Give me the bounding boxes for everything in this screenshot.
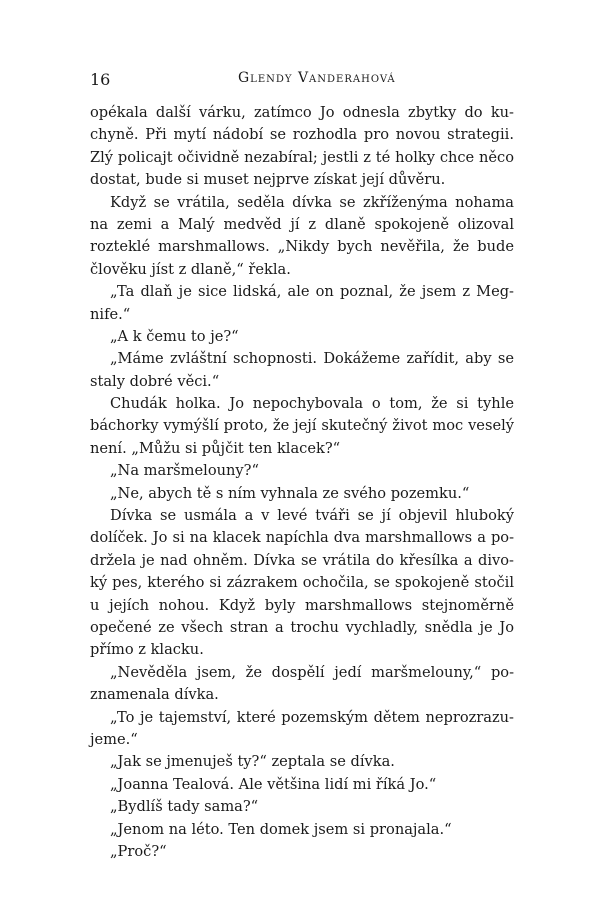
text-line: Zlý policajt očividně nezabíral; jestli z té holky chce něco: [90, 148, 514, 166]
text-line: Chudák holka. Jo nepochybovala o tom, že si tyhle: [110, 395, 514, 413]
text-line: Dívka se usmála a v levé tváři se jí objevil hluboký: [110, 507, 514, 525]
text-line: nife.“: [90, 305, 131, 323]
text-line: ký pes, kterého si zázrakem ochočila, se spokojeně stočil: [90, 574, 514, 592]
text-line: „Nevěděla jsem, že dospělí jedí maršmelouny,“ po-: [110, 663, 514, 681]
text-line: „Ta dlaň je sice lidská, ale on poznal, že jsem z Meg-: [110, 283, 514, 301]
text-line: na zemi a Malý medvěd jí z dlaně spokojeně olizoval: [90, 215, 514, 233]
body-text: [90, 102, 514, 863]
text-line: „A k čemu to je?“: [110, 327, 239, 345]
text-line: „Bydlíš tady sama?“: [110, 798, 259, 816]
text-line: báchorky vymýšlí proto, že její skutečný život moc veselý: [90, 417, 514, 435]
running-head: Glendy Vanderahová: [238, 70, 396, 86]
text-line: dolíček. Jo si na klacek napíchla dva marshmallows a po-: [90, 529, 514, 547]
text-line: není. „Můžu si půjčit ten klacek?“: [90, 439, 341, 457]
text-line: opečené ze všech stran a trochu vychladly, snědla je Jo: [90, 618, 514, 636]
text-line: znamenala dívka.: [90, 686, 219, 704]
text-line: „Na maršmelouny?“: [110, 462, 259, 480]
text-line: „To je tajemství, které pozemským dětem neprozrazu-: [110, 708, 514, 726]
page-number: 16: [90, 70, 111, 89]
text-line: staly dobré věci.“: [90, 372, 220, 390]
text-line: „Jak se jmenuješ ty?“ zeptala se dívka.: [110, 753, 395, 771]
text-line: „Joanna Tealová. Ale většina lidí mi říká Jo.“: [110, 775, 437, 793]
text-line: „Proč?“: [110, 842, 167, 860]
text-line: „Máme zvláštní schopnosti. Dokážeme zařídit, aby se: [110, 350, 514, 368]
text-line: „Jenom na léto. Ten domek jsem si pronajala.“: [110, 820, 452, 838]
text-line: „Ne, abych tě s ním vyhnala ze svého pozemku.“: [110, 484, 470, 502]
text-line: Když se vrátila, seděla dívka se zkříženýma nohama: [110, 193, 514, 211]
text-line: člověku jíst z dlaně,“ řekla.: [90, 260, 291, 278]
text-line: rozteklé marshmallows. „Nikdy bych nevěřila, že bude: [90, 238, 514, 256]
text-line: držela je nad ohněm. Dívka se vrátila do křesílka a divo-: [90, 551, 514, 569]
page-header: [90, 70, 514, 90]
text-line: chyně. Při mytí nádobí se rozhodla pro novou strategii.: [90, 126, 514, 144]
text-line: přímo z klacku.: [90, 641, 204, 659]
text-line: u jejích nohou. Když byly marshmallows stejnoměrně: [90, 596, 514, 614]
text-line: dostat, bude si muset nejprve získat její důvěru.: [90, 171, 446, 189]
text-line: jeme.“: [90, 730, 138, 748]
text-line: opékala další várku, zatímco Jo odnesla zbytky do ku-: [90, 104, 514, 121]
